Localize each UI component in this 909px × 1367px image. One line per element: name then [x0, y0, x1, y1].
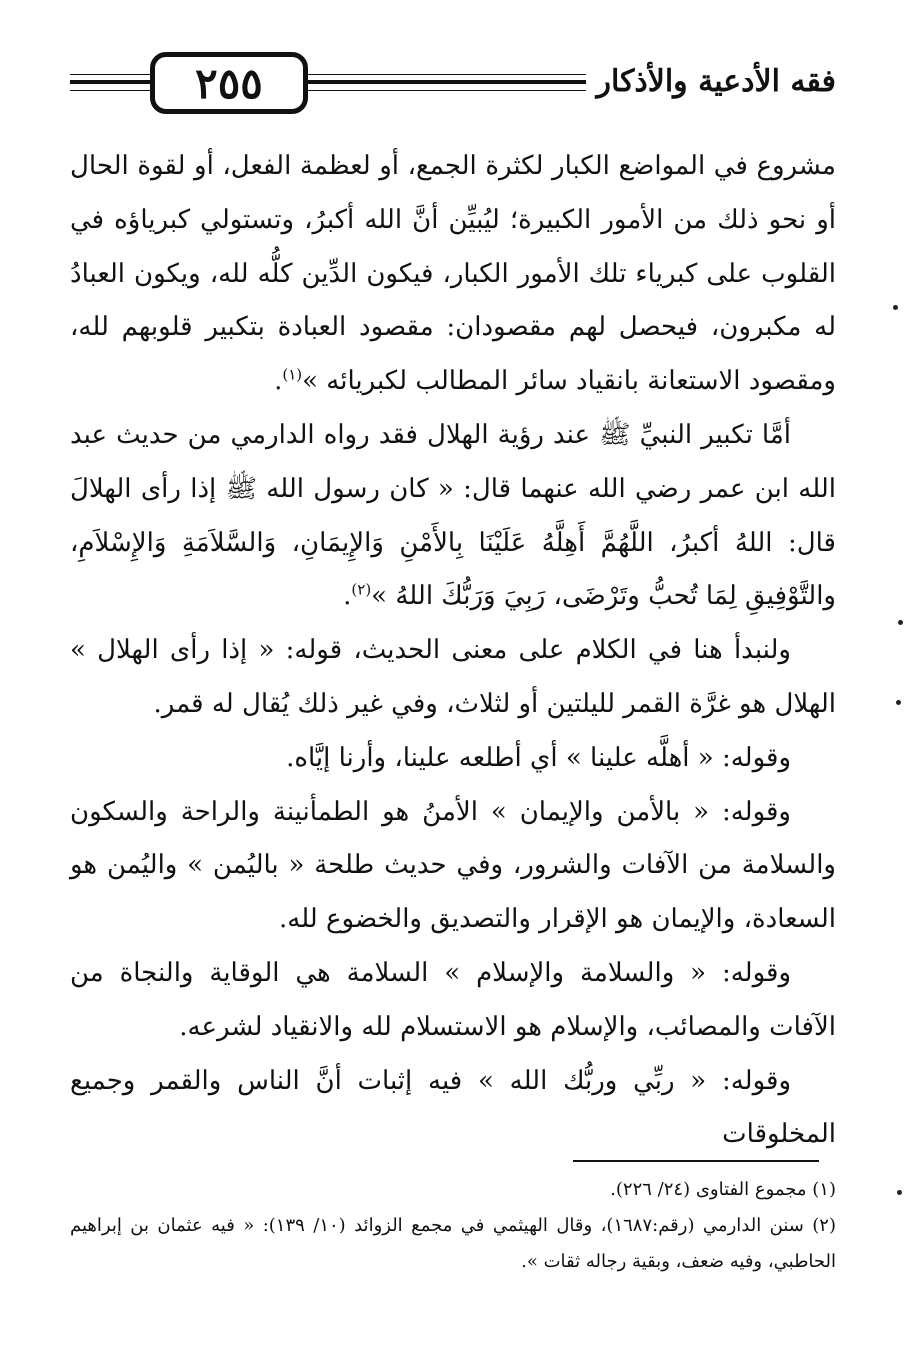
paragraph-3: ولنبدأ هنا في الكلام على معنى الحديث، قوله: « إذا رأى الهلال » الهلال هو غرَّة القمر لليلتين أو لثلاث، وفي غير ذلك يُقال له قمر. — [70, 635, 836, 719]
page-number: ٢٥٥ — [150, 52, 308, 114]
footnote-ref-2: (٢) — [351, 580, 372, 599]
running-title: فقه الأدعية والأذكار — [586, 62, 836, 102]
footnotes — [70, 1172, 836, 1280]
paragraph-2-end: . — [343, 581, 352, 612]
scan-speck-3 — [896, 700, 901, 705]
paragraph-1 — [70, 140, 836, 409]
paragraph-7: وقوله: « ربِّي وربُّك الله » فيه إثبات أنَّ الناس والقمر وجميع المخلوقات — [70, 1065, 836, 1150]
main-text — [70, 140, 836, 1162]
footnote-1: (١) مجموع الفتاوى (٢٤/ ٢٢٦). — [610, 1179, 836, 1200]
paragraph-2-text: أمَّا تكبير النبيِّ ﷺ عند رؤية الهلال فقد رواه الدارمي من حديث عبد الله ابن عمر رضي الله عنهما قال: « كان رسول الله ﷺ إذا رأى الهلالَ قال: اللهُ أكبرُ، اللَّهُمَّ أَهِلَّهُ عَلَيْنَا بِالأَمْنِ وَالإِيمَانِ، وَالسَّلاَمَةِ وَالإِسْلاَمِ، والتَّوْفِيقِ لِمَا تُحبُّ وتَرْضَى، رَبِيَ وَرَبُّكَ اللهُ » — [70, 419, 836, 612]
paragraph-6: وقوله: « والسلامة والإسلام » السلامة هي الوقاية والنجاة من الآفات والمصائب، والإسلام هو الاستسلام لله والانقياد لشرعه. — [70, 957, 836, 1042]
page-header — [70, 50, 836, 120]
footnote-ref-1: (١) — [282, 365, 303, 384]
paragraph-4: وقوله: « أهلَّه علينا » أي أطلعه علينا، وأرنا إيَّاه. — [286, 742, 791, 773]
scan-speck-1 — [893, 305, 898, 310]
footnote-separator — [573, 1160, 819, 1162]
scan-speck-4 — [897, 1190, 902, 1195]
paragraph-1-end: . — [274, 366, 283, 397]
paragraph-5: وقوله: « بالأمن والإيمان » الأمنُ هو الطمأنينة والراحة والسكون والسلامة من الآفات والشرور، وفي حديث طلحة « باليُمن » واليُمن هو السعادة، والإيمان هو الإقرار والتصديق والخضوع لله. — [70, 796, 836, 935]
paragraph-1-text: مشروع في المواضع الكبار لكثرة الجمع، أو لعظمة الفعل، أو لقوة الحال أو نحو ذلك من الأمور الكبيرة؛ ليُبيِّن أنَّ الله أكبرُ، وتستولي كبرياؤه في القلوب على كبرياء تلك الأمور الكبار، فيكون الدِّين كلُّه لله، ويكون العبادُ له مكبرون، فيحصل لهم مقصودان: مقصود العبادة بتكبير قلوبهم لله، ومقصود الاستعانة بانقياد سائر المطالب لكبريائه » — [70, 151, 836, 397]
footnote-2: (٢) سنن الدارمي (رقم:١٦٨٧)، وقال الهيثمي في مجمع الزوائد (١٠/ ١٣٩): « فيه عثمان بن إبراهيم الحاطبي، وفيه ضعف، وبقية رجاله ثقات ». — [70, 1215, 836, 1272]
paragraph-2 — [70, 409, 836, 624]
scan-speck-2 — [898, 620, 903, 625]
